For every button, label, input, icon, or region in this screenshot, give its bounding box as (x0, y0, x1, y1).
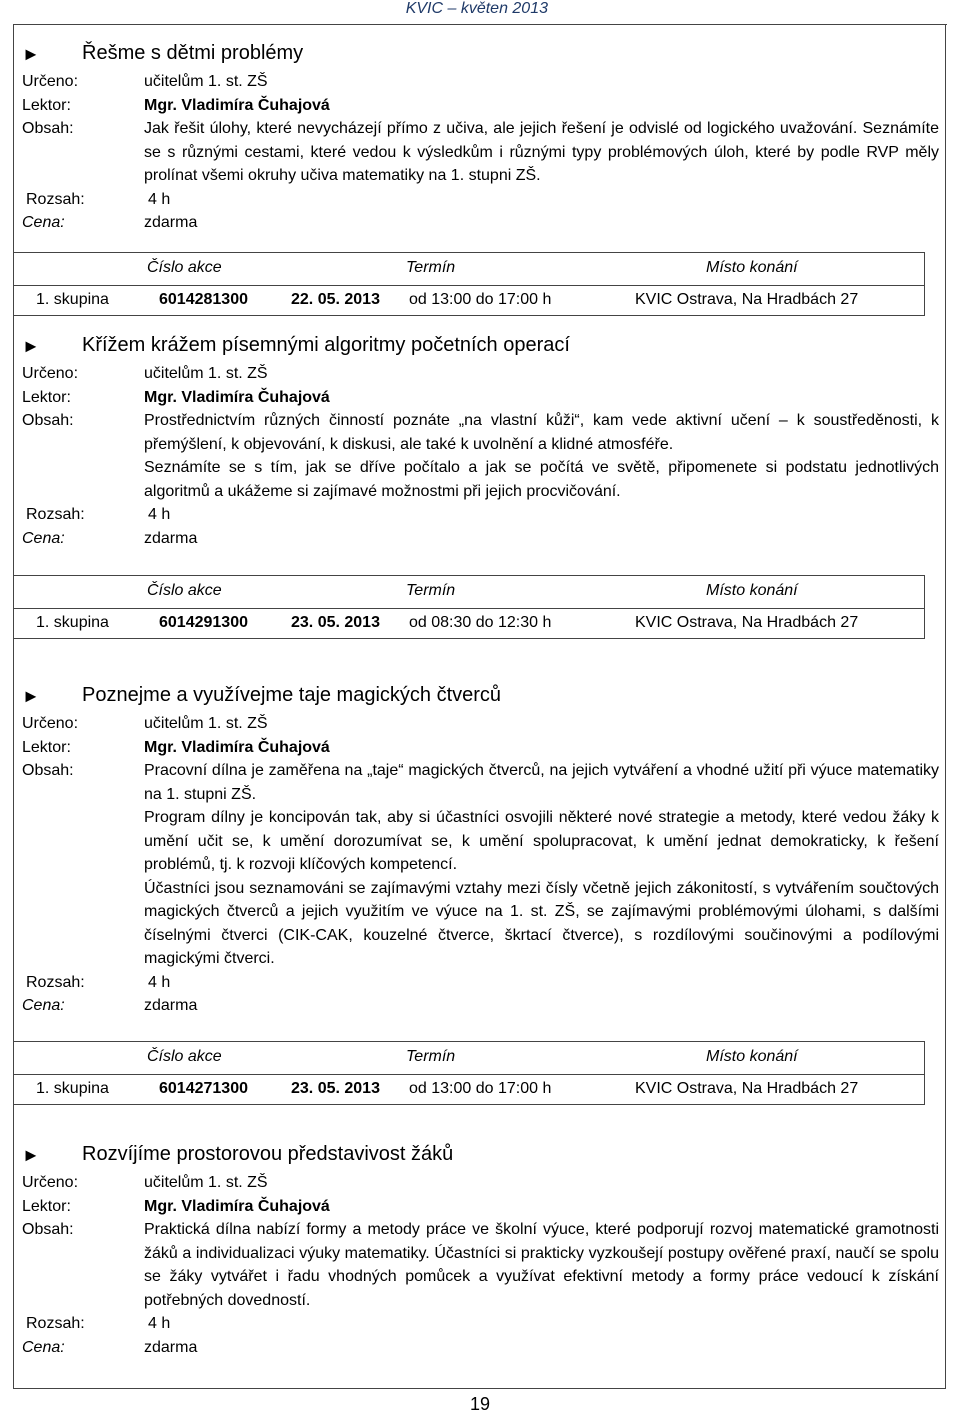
row-urceno: Určeno: učitelům 1. st. ZŠ (22, 73, 268, 90)
row-lektor: Lektor: Mgr. Vladimíra Čuhajová (22, 96, 330, 114)
course-title: ► Křížem krážem písemnými algoritmy početních operací (22, 334, 570, 356)
row-cena: Cena: zdarma (22, 214, 198, 231)
row-obsah: Obsah: Prostřednictvím různých činností poznáte „na vlastní kůži“, kam vede aktivní učení – k soustředěnosti, k přemýšlení, k objevování, k diskusi, ale také k uvolnění a klidné atmosféře. Seznámíte se s tím, jak se dříve počítalo a jak se počítá ve světě, připomenete si podstatu jednotlivých algoritmů a ukážeme si zajímavé možnostmi při jejich procvičování. (22, 409, 942, 503)
description: Pracovní dílna je zaměřena na „taje“ magických čtverců, na jejich vytváření a vhodné užití při výuce matematiky na 1. stupni ZŠ. Program dílny je koncipován tak, aby si účastníci osvojili některé nové strategie a metody, které vedou žáky k umění učit se, k umění dorozumívat se, k umění spolupracovat, k umění jednat demokraticky, k řešení problémů, tj. k rozvoji klíčových kompetencí. Účastníci jsou seznamováni se zajímavými vztahy mezi čísly včetně jejich zákonitostí, s vytvářením součtových magických čtverců a jejich využitím ve výuce na 1. st. ZŠ, se zajímavými problémovými úlohami, s dalšími číselnými čtverci (CIK-CAK, kouzelné čtverce, škrtací čtverce), s rozdílovými součinovými a podílovými magickými čtverci. (144, 762, 939, 967)
table-header: Číslo akce Termín Místo konání (14, 253, 924, 286)
row-urceno: Určeno: učitelům 1. st. ZŠ (22, 715, 268, 732)
bullet-arrow-icon: ► (22, 686, 40, 706)
header-text: KVIC – květen 2013 (405, 0, 548, 17)
row-rozsah: Rozsah: 4 h (26, 506, 171, 523)
row-lektor: Lektor: Mgr. Vladimíra Čuhajová (22, 738, 330, 756)
row-lektor: Lektor: Mgr. Vladimíra Čuhajová (22, 1197, 330, 1215)
row-obsah: Obsah: Pracovní dílna je zaměřena na „taje“ magických čtverců, na jejich vytváření a vhodné užití při výuce matematiky na 1. stupni ZŠ. Program dílny je koncipován tak, aby si účastníci osvojili některé nové strategie a metody, které vedou žáky k umění učit se, k umění dorozumívat se, k umění spolupracovat, k umění jednat demokraticky, k řešení problémů, tj. k rozvoji klíčových kompetencí. Účastníci jsou seznamováni se zajímavými vztahy mezi čísly včetně jejich zákonitostí, s vytvářením součtových magických čtverců a jejich využitím ve výuce na 1. st. ZŠ, se zajímavými problémovými úlohami, s dalšími číselnými čtverci (CIK-CAK, kouzelné čtverce, škrtací čtverce), s rozdílovými součinovými a podílovými magickými čtverci. (22, 759, 942, 971)
course-title: ► Poznejme a využívejme taje magických čtverců (22, 684, 502, 706)
schedule-table-1 (13, 252, 925, 316)
page-number: 19 (470, 1394, 491, 1414)
course-3 (22, 684, 942, 1018)
course-1 (22, 42, 942, 235)
row-obsah: Obsah: Praktická dílna nabízí formy a metody práce ve školní výuce, které podporují rozvoj matematické gramotnosti žáků a individualizaci výuky matematiky. Účastníci si prakticky vyzkoušejí postupy ověřené praxí, naučí se spolu se žáky vytvářet i řadu vhodných pomůcek a využívat efektivní metody a formy práce vedoucí k získání potřebných dovedností. (22, 1218, 942, 1312)
row-cena: Cena: zdarma (22, 997, 198, 1014)
row-lektor: Lektor: Mgr. Vladimíra Čuhajová (22, 388, 330, 406)
row-urceno: Určeno: učitelům 1. st. ZŠ (22, 1174, 268, 1191)
table-header: Číslo akce Termín Místo konání (14, 1042, 924, 1075)
row-urceno: Určeno: učitelům 1. st. ZŠ (22, 365, 268, 382)
description: Prostřednictvím různých činností poznáte „na vlastní kůži“, kam vede aktivní učení – k soustředěnosti, k přemýšlení, k objevování, k diskusi, ale také k uvolnění a klidné atmosféře. Seznámíte se s tím, jak se dříve počítalo a jak se počítá ve světě, připomenete si podstatu jednotlivých algoritmů a ukážeme si zajímavé možnostmi při jejich procvičování. (144, 412, 939, 500)
row-rozsah: Rozsah: 4 h (26, 190, 171, 208)
row-rozsah: Rozsah: 4 h (26, 1315, 171, 1332)
course-title: ► Řešme s dětmi problémy (22, 42, 304, 64)
table-row: 1. skupina 6014271300 23. 05. 2013 od 13:00 do 17:00 h KVIC Ostrava, Na Hradbách 27 (36, 1080, 859, 1097)
schedule-table-2 (13, 575, 925, 639)
course-4 (22, 1143, 942, 1359)
page-header (0, 0, 960, 26)
description: Praktická dílna nabízí formy a metody práce ve školní výuce, které podporují rozvoj matematické gramotnosti žáků a individualizaci výuky matematiky. Účastníci si prakticky vyzkoušejí postupy ověřené praxí, naučí se spolu se žáky vytvářet i řadu vhodných pomůcek a využívat efektivní metody a formy práce vedoucí k získání potřebných dovedností. (144, 1221, 939, 1309)
course-2 (22, 334, 942, 550)
schedule-table-3 (13, 1041, 925, 1105)
row-cena: Cena: zdarma (22, 1338, 198, 1356)
row-cena: Cena: zdarma (22, 529, 198, 547)
row-obsah: Obsah: Jak řešit úlohy, které nevycházejí přímo z učiva, ale jejich řešení je odvislé od logického uvažování. Seznámíte se s různými cestami, které vedou k výsledkům i různými typy problémových úloh, které by podle RVP měly prolínat všemi okruhy učiva matematiky na 1. stupni ZŠ. (22, 117, 942, 188)
row-rozsah: Rozsah: 4 h (26, 973, 171, 991)
description: Jak řešit úlohy, které nevycházejí přímo z učiva, ale jejich řešení je odvislé od logického uvažování. Seznámíte se s různými cestami, které vedou k výsledkům i různými typy problémových úloh, které by podle RVP měly prolínat všemi okruhy učiva matematiky na 1. stupni ZŠ. (144, 120, 939, 184)
table-header: Číslo akce Termín Místo konání (14, 576, 924, 609)
bullet-arrow-icon: ► (22, 1145, 40, 1165)
course-title: ► Rozvíjíme prostorovou představivost žáků (22, 1143, 454, 1165)
bullet-arrow-icon: ► (22, 336, 40, 356)
table-row: 1. skupina 6014281300 22. 05. 2013 od 13:00 do 17:00 h KVIC Ostrava, Na Hradbách 27 (36, 291, 859, 308)
bullet-arrow-icon: ► (22, 44, 40, 64)
table-row: 1. skupina 6014291300 23. 05. 2013 od 08:30 do 12:30 h KVIC Ostrava, Na Hradbách 27 (36, 614, 859, 631)
